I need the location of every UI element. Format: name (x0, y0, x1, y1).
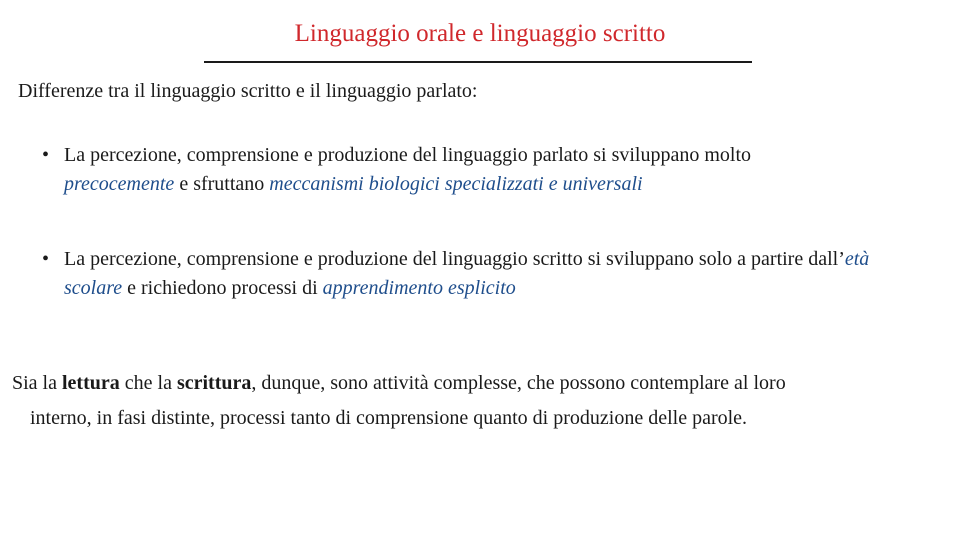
conclusion-text: che la (119, 372, 177, 394)
bold-term-lettura: lettura (62, 372, 120, 394)
bullet-plain-text: La percezione, comprensione e produzione del linguaggio parlato si sviluppano molto (64, 144, 752, 166)
bullet-marker: • (42, 144, 50, 166)
bullet-marker: • (42, 248, 50, 270)
intro-text: Differenze tra il linguaggio scritto e il linguaggio parlato: (18, 80, 478, 102)
bullet-plain-text: e richiedono processi di (122, 277, 323, 299)
bullet-item-spoken (42, 141, 922, 199)
conclusion-text: , dunque, sono attività complesse, che possono contemplare al loro (251, 372, 786, 394)
bullet-item-written (42, 245, 922, 303)
bullet-plain-text: La percezione, comprensione e produzione del linguaggio scritto si sviluppano solo a partire dall’ (64, 248, 845, 270)
bullet-plain-text: e sfruttano (174, 173, 270, 195)
emphasis-text: precocemente (64, 173, 175, 195)
emphasis-text: meccanismi biologici specializzati e universali (269, 173, 643, 195)
title-underline (204, 61, 752, 63)
emphasis-text: età scolare (64, 248, 870, 299)
slide-title: Linguaggio orale e linguaggio scritto (294, 20, 666, 47)
bullet-text (64, 141, 922, 199)
bullet-text (64, 245, 922, 303)
emphasis-text: apprendimento esplicito (322, 277, 516, 299)
bold-term-scrittura: scrittura (176, 372, 252, 394)
conclusion-text: Sia la (12, 372, 62, 394)
conclusion-line-1 (12, 366, 952, 401)
conclusion-paragraph (12, 366, 952, 436)
conclusion-line-2: interno, in fasi distinte, processi tanto di comprensione quanto di produzione delle parole. (30, 407, 748, 429)
